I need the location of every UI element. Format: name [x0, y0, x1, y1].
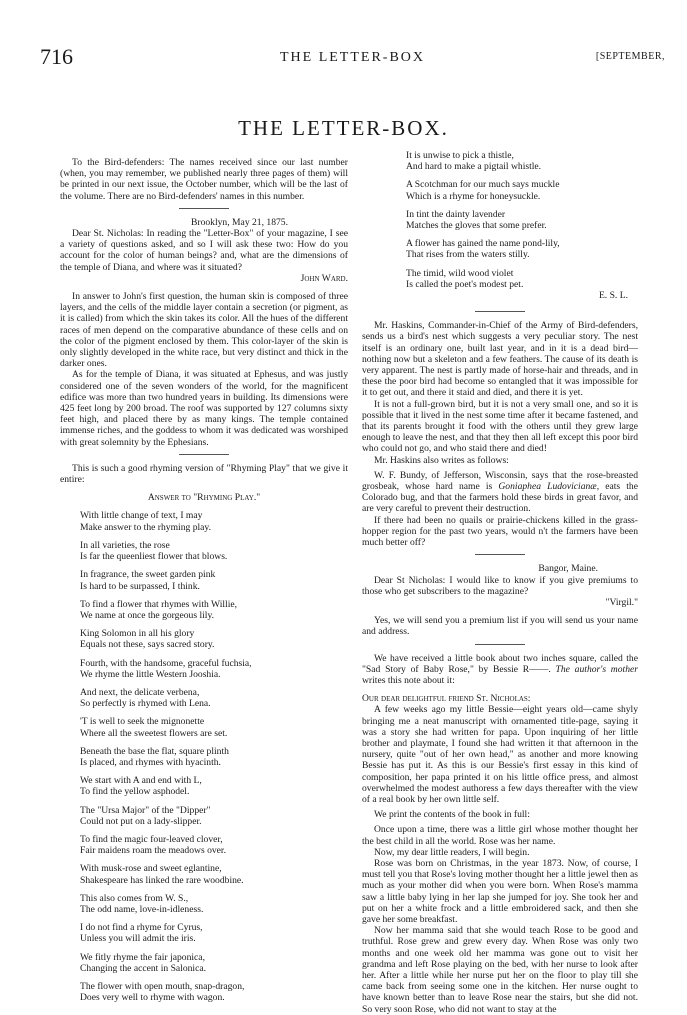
poem-line: Is hard to be surpassed, I think. [80, 580, 200, 592]
poem-stanza [80, 834, 348, 856]
poem-stanza [80, 922, 348, 944]
letter-place: Bangor, Maine. [538, 563, 598, 575]
poem-stanza [406, 179, 638, 201]
poem-line: We start with A and end with L, [80, 775, 202, 787]
poem-stanza [80, 952, 348, 974]
story-paragraph-4: Now her mamma said that she would teach Rose to be good and truthful. Rose grew and grew every day. When Rose was only two months and one week old her mamma was gone out to visit her grandma and left Rose playing on the bed, with her nurse to look after her. After a little while her nurse put her on the floor to play till she came back from seeing some one in the kitchen. Her nurse ought to have known better than to leave Rose near the stairs, but she did not. So very soon Rose, who did not want to stay at the [362, 925, 638, 1015]
poem-line: Does very well to rhyme with wagon. [80, 992, 225, 1004]
bundy-text-b: , eats the Colorado bug, and that the farmers hold these birds in great favor, and are very careful to prevent their destruction. [362, 481, 638, 515]
section-title: THE LETTER-BOX. [238, 116, 449, 140]
running-month: [SEPTEMBER, [595, 51, 665, 62]
poem-line: We fitly rhyme the fair japonica, [80, 951, 205, 963]
poem-line: Beneath the base the flat, square plinth [80, 745, 229, 757]
poem-line: Is called the poet's modest pet. [406, 278, 524, 290]
bird-defenders-notice: To the Bird-defenders: The names received since our last number (when, you may remember, we published nearly three pages of them) will be printed in our next issue, the October number, which will be the last of the volume. There are no Bird-defenders' names in this number. [60, 157, 348, 202]
poem-stanza [406, 238, 638, 260]
poem-stanzas-continued [362, 150, 638, 290]
poem-stanza [406, 268, 638, 290]
latin-name: Goniaphea Ludovicianæ [498, 481, 597, 493]
poem-stanza [406, 209, 638, 231]
bundy-text-a: W. F. Bundy, of Jefferson, Wisconsin, says that the rose-breasted grosbeak, whose hard name is [362, 469, 638, 493]
letter-place-date: Brooklyn, May 21, 1875. [190, 216, 288, 228]
poem-line: Changing the accent in Salonica. [80, 962, 207, 974]
poem-stanza [80, 716, 348, 738]
bundy-paragraph [362, 470, 638, 515]
page-number: 716 [40, 44, 73, 69]
poem-line: It is unwise to pick a thistle, [406, 150, 514, 161]
poem-stanza [80, 569, 348, 591]
poem-line: Fair maidens roam the meadows over. [80, 845, 226, 857]
poem-line: Shakespeare has linked the rare woodbine. [80, 874, 244, 886]
haskins-paragraph-2: It is not a full-grown bird, but it is not a very small one, and so it is possible that it lived in the nest some time after it became fastened, and that its parents brought it food with the others until they grew large enough to leave the nest, and that they then all left except this poor bird who could not go, and who staid there and died! [362, 398, 638, 455]
poem-line: And hard to make a pigtail whistle. [406, 161, 542, 173]
poem-line: In all varieties, the rose [80, 539, 170, 551]
poem-line: That rises from the waters stilly. [406, 249, 530, 261]
poem-stanza [80, 510, 348, 532]
answer-skin: In answer to John's first question, the human skin is composed of three layers, and the cells of the middle layer contain a secretion (or pigment, as it is called) from which the skin takes its color. All the hues of the different races of men depend on the comparative abundance of these cells and on the color of the pigment enclosed by them. This color-layer of the skin is only slightly developed in the white race, but very distinct and thick in the darker ones. [60, 291, 348, 370]
divider [179, 208, 229, 209]
poem-line: With little change of text, I may [80, 510, 203, 522]
poem-line: This also comes from W. S., [80, 892, 189, 904]
poem-line: 'T is well to seek the mignonette [80, 716, 205, 728]
poem-line: Is far the queenliest flower that blows. [80, 551, 228, 563]
virgil-letter: Dear St Nicholas: I would like to know if you give premiums to those who get subscribers to the magazine? [362, 574, 638, 597]
poem-line: In tint the dainty lavender [406, 208, 506, 220]
story-paragraph-1: Once upon a time, there was a little girl whose mother thought her the best child in all the world. Rose was her name. [362, 824, 638, 847]
poem-stanza [80, 746, 348, 768]
virgil-signature: "Virgil." [605, 596, 638, 608]
poem-line: We name at once the gorgeous lily. [80, 609, 215, 621]
poem-intro: This is such a good rhyming version of "Rhyming Play" that we give it entire: [60, 462, 348, 486]
poem-line: Which is a rhyme for honeysuckle. [406, 190, 541, 202]
poem-stanza [80, 893, 348, 915]
booklet-italic: The author's mother [555, 663, 638, 675]
divider [179, 454, 229, 455]
poem-line: Is placed, and rhymes with hyacinth. [80, 756, 221, 768]
haskins-paragraph-3: Mr. Haskins also writes as follows: [374, 454, 509, 466]
poem-stanza [80, 863, 348, 885]
poem-stanza [80, 687, 348, 709]
poem-line: Fourth, with the handsome, graceful fuchsia, [80, 657, 252, 669]
letter-salutation: Our dear delightful friend St. Nicholas: [362, 693, 531, 705]
left-column [60, 157, 348, 1010]
poem-line: I do not find a rhyme for Cyrus, [80, 922, 203, 934]
poem-line: The flower with open mouth, snap-dragon, [80, 980, 245, 992]
poem-line: To find the yellow asphodel. [80, 786, 190, 798]
poem-line: With musk-rose and sweet eglantine, [80, 863, 222, 875]
poem-line: A flower has gained the name pond-lily, [406, 238, 560, 250]
mother-letter: A few weeks ago my little Bessie—eight years old—came shyly bringing me a neat manuscript with ornamented title-page, saying it was a story she had written for papa. Upon inquiring of her little brother and playmate, I found she had written it that afternoon in the nursery, quite "out of her own head," as another and more knowing Bessie has put it. As this is our Bessie's first essay in this kind of composition, her papa printed it on his little office press, and almost overwhelmed the modest authoress a few days thereafter with the view of a real book by her own little self. [362, 704, 638, 805]
haskins-paragraph-1: Mr. Haskins, Commander-in-Chief of the Army of Bird-defenders, sends us a bird's nest which suggests a very peculiar story. The nest itself is an ordinary one, built last year, and in it is a dead bird—nothing now but a skeleton and a few feathers. The cause of its death is very apparent. The nest is partly made of horse-hair and threads, and in these the poor bird had become so entangled that it was impossible for it to get out, and there it staid and died, and there it is yet. [362, 320, 638, 399]
poem-line: Unless you will admit the iris. [80, 933, 196, 945]
divider [475, 644, 525, 645]
story-paragraph-3: Rose was born on Christmas, in the year 1873. Now, of course, I must tell you that Rose's loving mother thought her a little jewel then as much as your mother did when you were born. When Rose's mamma saw a little baby lying in her lap she jumped for joy. She took her and put on her a white frock and a little embroidered sack, and then she gave her some breakfast. [362, 857, 638, 925]
poem-line: King Solomon in all his glory [80, 628, 195, 640]
poem-line: The timid, wild wood violet [406, 267, 514, 279]
poem-line: And next, the delicate verbena, [80, 686, 200, 698]
letter-body: Dear St. Nicholas: In reading the "Letter-Box" of your magazine, I see a variety of questions asked, and so I will ask these two: How do you account for the color of human beings? and, what are the dimensions of the temple of Diana, and where was it situated? [60, 228, 348, 273]
story-paragraph-2: Now, my dear little readers, I will begin. [374, 846, 530, 858]
poem-stanza [80, 540, 348, 562]
divider [475, 311, 525, 312]
poem-stanza [80, 628, 348, 650]
poem-signature: E. S. L. [598, 290, 628, 302]
poem-line: So perfectly is rhymed with Lena. [80, 698, 211, 710]
booklet-text-b: writes this note about it: [362, 674, 455, 686]
poem-line: Equals not these, says sacred story. [80, 639, 215, 651]
letter-signature: John Ward. [300, 272, 348, 284]
answer-temple: As for the temple of Diana, it was situated at Ephesus, and was justly considered one of the seven wonders of the world, for the magnificent edifice was more than two hundred years in building. Its dimensions were 425 feet long by 200 broad. The roof was supported by 127 columns sixty feet high, and placed there by as many kings. The temple contained immense riches, and the goddess to whom it was dedicated was worshiped with great solemnity by the Ephesians. [60, 369, 348, 448]
poem-line: Where all the sweetest flowers are set. [80, 727, 228, 739]
divider [475, 554, 525, 555]
poem-stanza [80, 599, 348, 621]
poem-stanza [80, 775, 348, 797]
poem-line: Matches the gloves that some prefer. [406, 220, 547, 232]
poem-line: To find a flower that rhymes with Willie, [80, 598, 238, 610]
poem-line: To find the magic four-leaved clover, [80, 833, 223, 845]
poem-line: A Scotchman for our much says muckle [406, 179, 560, 191]
poem-line: We rhyme the little Western Jooshia. [80, 668, 221, 680]
poem-line: Make answer to the rhyming play. [80, 521, 211, 533]
running-head [40, 44, 665, 70]
poem-line: In fragrance, the sweet garden pink [80, 569, 216, 581]
poem-line: The "Ursa Major" of the "Dipper" [80, 804, 211, 816]
grasshopper-paragraph: If there had been no quails or prairie-chickens killed in the grass-hopper region for the past two years, would n't the farmers have been much better off? [362, 514, 638, 549]
poem-signature-row [362, 290, 638, 301]
poem-line: The odd name, love-in-idleness. [80, 903, 204, 915]
running-title: THE LETTER-BOX [279, 50, 426, 65]
print-contents-note: We print the contents of the book in full: [374, 809, 530, 821]
poem-stanza [80, 658, 348, 680]
booklet-paragraph [362, 653, 638, 687]
premium-reply: Yes, we will send you a premium list if you will send us your name and address. [362, 615, 638, 638]
poem-stanzas [60, 510, 348, 1003]
poem-line: Could not put on a lady-slipper. [80, 815, 202, 827]
poem-title: Answer to "Rhyming Play." [147, 492, 261, 504]
poem-stanza [80, 981, 348, 1003]
right-column [362, 150, 638, 1015]
poem-stanza [406, 150, 638, 172]
booklet-text-a: We have received a little book about two inches square, called the "Sad Story of Baby Rose," by Bessie R——. [362, 652, 638, 675]
poem-stanza [80, 805, 348, 827]
